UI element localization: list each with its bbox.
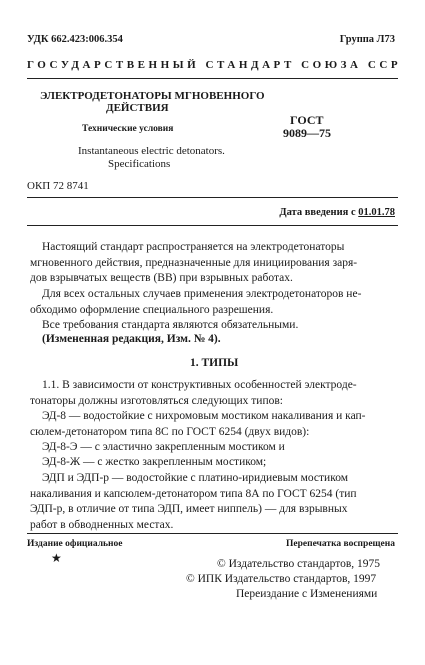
group-code: Группа Л73 <box>339 34 395 45</box>
udk-code: УДК 662.423:006.354 <box>27 34 123 45</box>
text-line: сюлем-детонатором типа 8С по ГОСТ 6254 (двух видов): <box>30 425 310 438</box>
text-line: 1.1. В зависимости от конструктивных особенностей электроде- <box>42 379 357 391</box>
text-line: ЭДП-р, в отличие от типа ЭДП, имеет ниппель) — для взрывных <box>30 503 348 515</box>
text-line: Для всех остальных случаев применения электродетонаторов не- <box>42 288 362 300</box>
text-line: дов взрывчатых веществ (ВВ) при взрывных работах. <box>30 272 293 284</box>
section1-paragraph-5 <box>30 471 398 533</box>
english-title-line1: Instantaneous electric detonators. <box>78 145 225 157</box>
intro-paragraph-3 <box>30 318 398 334</box>
okp-rule <box>27 197 398 198</box>
text-line: ЭДП и ЭДП-р — водостойкие с платино-иридиевым мостиком <box>42 472 349 484</box>
text-line: Настоящий стандарт распространяется на электродетонаторы <box>42 241 345 253</box>
header-rule <box>27 78 398 79</box>
document-title-line1: ЭЛЕКТРОДЕТОНАТОРЫ МГНОВЕННОГО <box>40 90 265 102</box>
amended-note: (Измененная редакция, Изм. № 4). <box>42 333 221 345</box>
text-line: мгновенного действия, предназначенные для инициирования заря- <box>30 256 358 269</box>
section1-paragraph-4 <box>30 455 398 471</box>
reprint-prohibited-label: Перепечатка воспрещена <box>285 539 395 549</box>
english-title-line2: Specifications <box>108 158 171 170</box>
okp-code: ОКП 72 8741 <box>27 180 89 192</box>
gost-number: 9089—75 <box>283 126 331 140</box>
section1-paragraph-2 <box>30 409 398 440</box>
text-line: ЭД-8-Ж — с жестко закрепленным мостиком; <box>42 456 267 468</box>
text-line: накаливания и капсюлем-детонатором типа 8А по ГОСТ 6254 (тип <box>30 487 357 500</box>
text-line: ЭД-8-Э — с эластично закрепленным мостиком и <box>42 441 285 453</box>
document-subtitle: Технические условия <box>82 124 174 134</box>
effective-date <box>279 207 395 218</box>
document-title-line2: ДЕЙСТВИЯ <box>106 102 169 114</box>
section1-paragraph-3 <box>30 440 398 456</box>
official-edition-label: Издание официальное <box>27 539 123 549</box>
text-line: работ в обводненных местах. <box>30 518 174 531</box>
text-line: Все требования стандарта являются обязательными. <box>42 319 299 331</box>
intro-paragraph-2 <box>30 287 398 318</box>
state-standard-heading: ГОСУДАРСТВЕННЫЙ СТАНДАРТ СОЮЗА ССР <box>27 59 402 71</box>
section1-paragraph-1 <box>30 378 398 409</box>
copyright-1975: © Издательство стандартов, 1975 <box>217 558 381 570</box>
reprint-note: Переиздание с Изменениями <box>236 588 378 600</box>
text-line: обходимо оформление специального разрешения. <box>30 303 274 316</box>
effective-date-rule <box>27 225 398 226</box>
effective-date-value: 01.01.78 <box>358 207 395 218</box>
star-icon: ★ <box>51 551 62 565</box>
text-line: тонаторы должны изготовляться следующих типов: <box>30 394 283 407</box>
effective-date-label: Дата введения с <box>279 207 356 218</box>
footer-rule <box>27 533 398 534</box>
intro-paragraph-1 <box>30 240 398 287</box>
section-heading: 1. ТИПЫ <box>190 357 239 369</box>
gost-label: ГОСТ <box>290 113 324 127</box>
copyright-1997: © ИПК Издательство стандартов, 1997 <box>186 573 377 585</box>
text-line: ЭД-8 — водостойкие с нихромовым мостиком накаливания и кап- <box>42 410 366 422</box>
